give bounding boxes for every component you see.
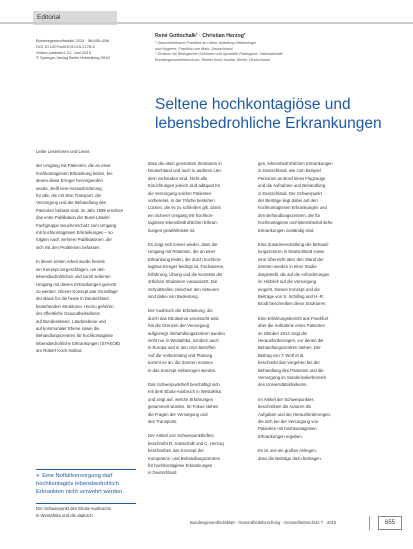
text-line: beschreiben die Autoren die xyxy=(258,404,312,410)
text-line: Herausforderungen, vor denen die xyxy=(258,337,324,343)
paragraph-gap xyxy=(36,155,138,162)
affiliation-line: Bundesgesundheitsschutz, Robert Koch-Institut, Berlin, Deutschland xyxy=(155,57,271,62)
section-tag: Editorial xyxy=(33,11,117,25)
authors: René Gottschalk¹ · Christian Herzog² xyxy=(155,33,246,39)
text-line: kommt es an, die Zentren müssen xyxy=(148,360,213,366)
text-line: der Beiträge liegt dabei auf den xyxy=(258,198,318,204)
text-line: Umgang mit Patienten, die an einer xyxy=(148,249,216,255)
text-line: Der Artikel von Schwerpunktheftes xyxy=(148,433,214,439)
paragraph-gap xyxy=(148,374,252,381)
text-line: eine Übersicht über den Stand der xyxy=(258,256,324,262)
text-line: der Umgang mit Patienten, die an einer xyxy=(36,163,111,169)
text-line: die Fragen der Versorgung und xyxy=(148,411,208,417)
text-line: Liebe Leserinnen und Leser, xyxy=(36,149,91,154)
paragraph-gap xyxy=(258,234,364,241)
affiliations xyxy=(155,41,385,63)
text-line: Schnittstellen zwischen den Akteuren xyxy=(148,286,219,292)
text-line: wurde, stellt eine Herausforderung xyxy=(36,185,102,191)
text-line: Erkrankungen zuständig sind. xyxy=(258,227,315,233)
text-line: für alle, die mit dem Transport, der xyxy=(36,193,102,199)
text-line: hat die Grenzen der Versorgung xyxy=(148,323,210,329)
text-line: am Robert Koch-Institut. xyxy=(36,348,83,354)
text-line: eingeht. Dieses Konzept und die xyxy=(258,286,320,292)
text-line: bestehenden Strukturen. Hierzu gehören xyxy=(36,303,114,309)
text-line: Fachgruppe Seuchenschutz zum Umgang xyxy=(36,222,117,228)
text-line: folgten nach mehrere Publikationen, die xyxy=(36,237,112,243)
text-line: auf Bundesebene, Länderebene und xyxy=(36,318,106,324)
text-line: dargestellt, die auf die Anforderungen xyxy=(258,271,330,277)
text-line: Behandlungszentren stehen. Der xyxy=(258,345,321,351)
meta-line: © Springer-Verlag Berlin Heidelberg 2015 xyxy=(36,55,110,61)
text-line: Eine Zusammenstellung der Behand- xyxy=(258,242,329,248)
body-column-3 xyxy=(258,160,364,462)
text-line: Personen an Bord eines Flugzeugs xyxy=(258,175,326,181)
article-title xyxy=(155,95,395,133)
text-line: dass die Beiträge dazu beitragen. xyxy=(258,455,323,461)
text-line: aufgezeigt. Behandlungszentren wurden xyxy=(148,330,225,336)
chevron-right-icon: » xyxy=(36,473,40,479)
text-line: Behandlung des Patienten und die xyxy=(258,367,324,373)
text-line: mit hochkontagiösen Erkrankungen – so xyxy=(36,230,113,236)
text-line: gen, lebensbedrohlichen Erkrankungen xyxy=(258,161,333,166)
affiliation-line: ¹ Gesundheitsamt Frankfurt am Main, Abteilung Infektiologie xyxy=(155,41,256,45)
text-line: hochkontagiöse und lebensbedrohliche xyxy=(258,220,333,226)
text-line: Erkrankungen ergeben. xyxy=(258,433,303,439)
text-line: ein Konzept vorgeschlagen, um den xyxy=(36,266,105,272)
text-line: Der Ausbruch der Erkrankung, die xyxy=(148,308,213,314)
pull-quote xyxy=(36,473,136,496)
text-line: Beitrag von T. Wolf et al. xyxy=(258,352,305,358)
text-line: in Deutschland. xyxy=(148,470,178,476)
text-line: in das Konzept einbezogen werden. xyxy=(148,367,217,373)
text-line: Einrichtungen jedoch sind adäquat für xyxy=(148,183,221,189)
paragraph-gap xyxy=(36,251,138,258)
text-line: Es ist uns ein großes Anliegen, xyxy=(258,448,317,454)
footer-divider xyxy=(369,516,370,530)
text-line: Erfahrung, Übung und die Kenntnis der xyxy=(148,271,223,277)
text-line: beschreiben das Konzept der xyxy=(148,448,204,454)
text-line: des Universitätsklinikums. xyxy=(258,382,308,388)
text-line: die sich bei der Versorgung von xyxy=(258,419,319,424)
text-line: in Westafrika und die dadurch xyxy=(36,513,93,519)
paragraph-gap xyxy=(258,440,364,447)
text-line: In dieser ersten Arbeit wurde bereits xyxy=(36,259,105,265)
text-line: sind dabei von Bedeutung. xyxy=(148,293,199,299)
text-line: und die Aufnahme und Behandlung xyxy=(258,183,326,189)
text-line: der Basis für die heute in Deutschland xyxy=(36,296,109,302)
text-line: beschreibt R. Gottschalk und C. Herzog xyxy=(148,440,224,446)
body-column-2 xyxy=(148,160,252,477)
text-line: hochkontagiösen Erkrankung leiden, bei xyxy=(36,170,113,176)
text-line: Brodt beschreiben diese Strukturen. xyxy=(258,301,327,307)
text-line: Versorgung und der Behandlung des xyxy=(36,200,106,206)
text-line: gesammelt wurden. Im Fokus stehen xyxy=(148,404,219,410)
text-line: in Deutschland. Der Schwerpunkt xyxy=(258,190,322,196)
header-rule xyxy=(0,22,413,24)
affiliation-line: ² Zentrum für Biologische Gefahren und Spezielle Pathogene, Internationale xyxy=(155,52,283,57)
text-line: des Transports. xyxy=(148,419,178,424)
text-line: auf kommunaler Ebene sowie die xyxy=(36,325,100,331)
text-line: Umgang mit diesen Erkrankungen gerecht xyxy=(36,281,117,287)
text-line: im Hinblick auf die Versorgung xyxy=(258,279,317,285)
text-line: Aufgaben und die Herausforderungen, xyxy=(258,411,332,417)
text-line: und zeigt auf, welche Erfahrungen xyxy=(148,396,214,402)
text-line: lungszentren in Deutschland sowie xyxy=(258,249,325,255)
body-column-1-continued xyxy=(36,505,138,520)
page-number: 655 xyxy=(378,516,402,530)
paragraph-gap xyxy=(258,389,364,396)
text-line: nicht nur in Westafrika, sondern auch xyxy=(148,337,219,343)
text-line: Behandlungszentren für hochkontagiöse xyxy=(36,333,113,339)
text-line: örtlichen Strukturen voraussetzt. Die xyxy=(148,279,218,285)
text-line: mit dem Ebola-Ausbruch in Westafrika xyxy=(148,389,221,395)
title-line: lebensbedrohliche Erkrankungen xyxy=(155,115,382,132)
text-line: Versorgung im Sonderisolierbereich xyxy=(258,374,327,380)
text-line: Eine Erfahrungsbericht aus Frankfurt xyxy=(258,315,329,321)
text-line: hochkontagiösen Erkrankungen und xyxy=(258,205,327,211)
text-line: die Versorgung solcher Patienten xyxy=(148,190,212,196)
text-line: kungen gewährleistet ist. xyxy=(148,227,196,233)
text-line: zu werden. Dieses Konzept war Grundlage xyxy=(36,288,118,294)
text-line: denen diese Erreger hervorgerufen xyxy=(36,178,103,184)
meta-line: Online publiziert: 21. Juni 2015 xyxy=(36,49,91,55)
text-line: Es zeigt sich immer wieder, dass der xyxy=(148,242,218,248)
paragraph-gap xyxy=(148,425,252,432)
text-line: ein sicherer Umgang mit hochkon- xyxy=(148,212,214,218)
text-line: das erste Publikation der Bund-Länder- xyxy=(36,215,111,221)
text-line: Im Artikel der Schwerpunktes xyxy=(258,396,314,402)
publication-meta xyxy=(36,38,136,61)
text-line: Deutschland und auch in anderen Län- xyxy=(148,168,223,174)
journal-footer: Bundesgesundheitsblatt - Gesundheitsforschung - Gesundheitsschutz 7 · 2015 xyxy=(190,520,337,525)
text-line: Beiträge von S. Schilling und H.-R. xyxy=(258,293,325,299)
text-line: Der Schwerpunkt des Ebola-Ausbruchs xyxy=(36,506,111,511)
text-line: vorbereitet. In der Fläche bestehen xyxy=(148,198,215,204)
affiliation-line: und Hygiene, Frankfurt am Main, Deutschland xyxy=(155,46,233,51)
text-line: tagiöse Erreger bedingt ist, Fachwissen, xyxy=(148,264,225,270)
text-line: lebensbedrohliche Erkrankungen (STAKOB) xyxy=(36,340,120,346)
text-line: tagiösen lebensbedrohlichen Erkran- xyxy=(148,220,218,226)
pull-quote-text: Eine Notfallversorgung darf hochkontagiös lebensbedrohlich Erkrankten nicht verwehrt werden. xyxy=(36,473,124,495)
meta-line: DOI 10.1007/s00103-015-2178-6 xyxy=(36,43,95,49)
title-line: Seltene hochkontagiöse und xyxy=(155,96,351,113)
meta-line: Bundesgesundheitsbl 2015 · 58:655–656 xyxy=(36,38,109,43)
paragraph-gap xyxy=(148,234,252,241)
text-line: in Deutschland, wie zum Beispiel xyxy=(258,168,321,174)
text-line: Das Schwerpunktheft beschäftigt sich xyxy=(148,381,220,387)
text-line: in Europa und in den USA betroffen. xyxy=(148,345,217,351)
text-line: sich mit den Problemen befassen. xyxy=(36,244,101,250)
text-line: lebensbedrohlichen und somit seltenen xyxy=(36,274,111,280)
text-line: im Oktober 2014 zeigt die xyxy=(258,330,307,336)
text-line: der öffentliche Gesundheitsdienst xyxy=(36,311,100,317)
text-line: Erkrankung leiden, die durch hochkon- xyxy=(148,256,222,262)
text-line: über die Aufnahme eines Patienten xyxy=(258,323,325,329)
paragraph-gap xyxy=(148,300,252,307)
body-column-1 xyxy=(36,148,138,355)
text-line: Patienten mit hochkontagiösen xyxy=(258,426,317,432)
callout-rule-bottom xyxy=(36,503,136,504)
text-line: Zentren werden in einer Studie xyxy=(258,264,317,270)
text-line: Lücken, die es zu schließen gilt, damit xyxy=(148,205,221,211)
text-line: den Behandlungszentren, die für xyxy=(258,212,321,218)
text-line: Kompetenz- und Behandlungszentren xyxy=(148,455,221,461)
text-line: durch das Ebolavirus verursacht wird, xyxy=(148,315,220,321)
text-line: für hochkontagiöse Erkrankungen xyxy=(148,463,213,469)
text-line: dern vorhanden sind. Nicht alle xyxy=(148,175,208,181)
text-line: Auf die Vorbereitung und Planung xyxy=(148,352,213,358)
paragraph-gap xyxy=(258,308,364,315)
callout-rule-top xyxy=(36,469,136,470)
text-line: Patienten befasst sind. Im Jahr 1999 erschien xyxy=(36,207,124,213)
text-line: dass die oben genannten Strukturen in xyxy=(148,161,222,166)
text-line: beschreibt das Vorgehen bei der xyxy=(258,360,320,366)
